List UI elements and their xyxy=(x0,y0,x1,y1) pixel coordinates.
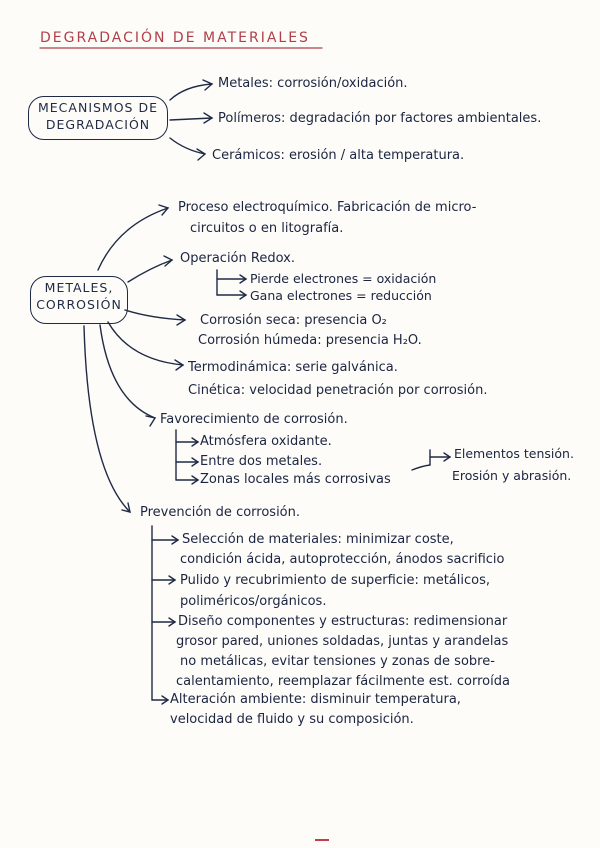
prevencion-label: Prevención de corrosión. xyxy=(140,505,301,520)
cinetica: Cinética: velocidad penetración por corrosión. xyxy=(188,383,488,398)
favorecimiento-item: Entre dos metales. xyxy=(200,454,323,469)
prevencion-ambiente: velocidad de fluido y su composición. xyxy=(170,712,414,727)
ink-mark xyxy=(314,838,330,842)
proceso-line: Proceso electroquímico. Fabricación de micro- xyxy=(178,200,477,215)
metales-box-line: METALES, xyxy=(44,280,114,295)
metales-box-line: CORROSIÓN xyxy=(36,297,122,312)
prevencion-diseno: calentamiento, reemplazar fácilmente est. corroída xyxy=(176,674,510,689)
termodinamica: Termodinámica: serie galvánica. xyxy=(188,360,398,375)
prevencion-pulido: Pulido y recubrimiento de superficie: metálicos, xyxy=(180,573,490,588)
prevencion-pulido: poliméricos/orgánicos. xyxy=(180,594,327,609)
favorecimiento-item: Erosión y abrasión. xyxy=(452,468,572,483)
mecanismos-box-line: DEGRADACIÓN xyxy=(45,117,151,132)
prevencion-diseno: Diseño componentes y estructuras: redimensionar xyxy=(178,614,508,629)
corrosion-seca: Corrosión seca: presencia O₂ xyxy=(200,313,387,328)
favorecimiento-item: Elementos tensión. xyxy=(454,446,574,461)
favorecimiento-item: Atmósfera oxidante. xyxy=(200,434,332,449)
metales-box xyxy=(30,276,128,324)
favorecimiento-item: Zonas locales más corrosivas xyxy=(200,472,391,487)
redox-oxidacion: Pierde electrones = oxidación xyxy=(250,271,437,286)
favorecimiento-label: Favorecimiento de corrosión. xyxy=(160,412,348,427)
mecanismo-ceramicos: Cerámicos: erosión / alta temperatura. xyxy=(212,148,465,163)
page-title: DEGRADACIÓN DE MATERIALES xyxy=(40,30,310,46)
prevencion-seleccion: condición ácida, autoprotección, ánodos sacrificio xyxy=(180,552,505,567)
mecanismos-box-line: MECANISMOS DE xyxy=(38,100,158,115)
corrosion-humeda: Corrosión húmeda: presencia H₂O. xyxy=(198,333,422,348)
proceso-line: circuitos o en litografía. xyxy=(190,221,344,236)
mecanismo-polimeros: Polímeros: degradación por factores ambientales. xyxy=(218,111,542,126)
redox-reduccion: Gana electrones = reducción xyxy=(250,288,432,303)
prevencion-ambiente: Alteración ambiente: disminuir temperatura, xyxy=(170,692,461,707)
redox-label: Operación Redox. xyxy=(180,251,295,266)
prevencion-diseno: grosor pared, uniones soldadas, juntas y arandelas xyxy=(176,634,509,649)
prevencion-seleccion: Selección de materiales: minimizar coste, xyxy=(182,532,454,547)
prevencion-diseno: no metálicas, evitar tensiones y zonas de sobre- xyxy=(180,654,495,669)
mecanismo-metales: Metales: corrosión/oxidación. xyxy=(218,76,408,91)
mecanismos-box xyxy=(28,96,168,140)
